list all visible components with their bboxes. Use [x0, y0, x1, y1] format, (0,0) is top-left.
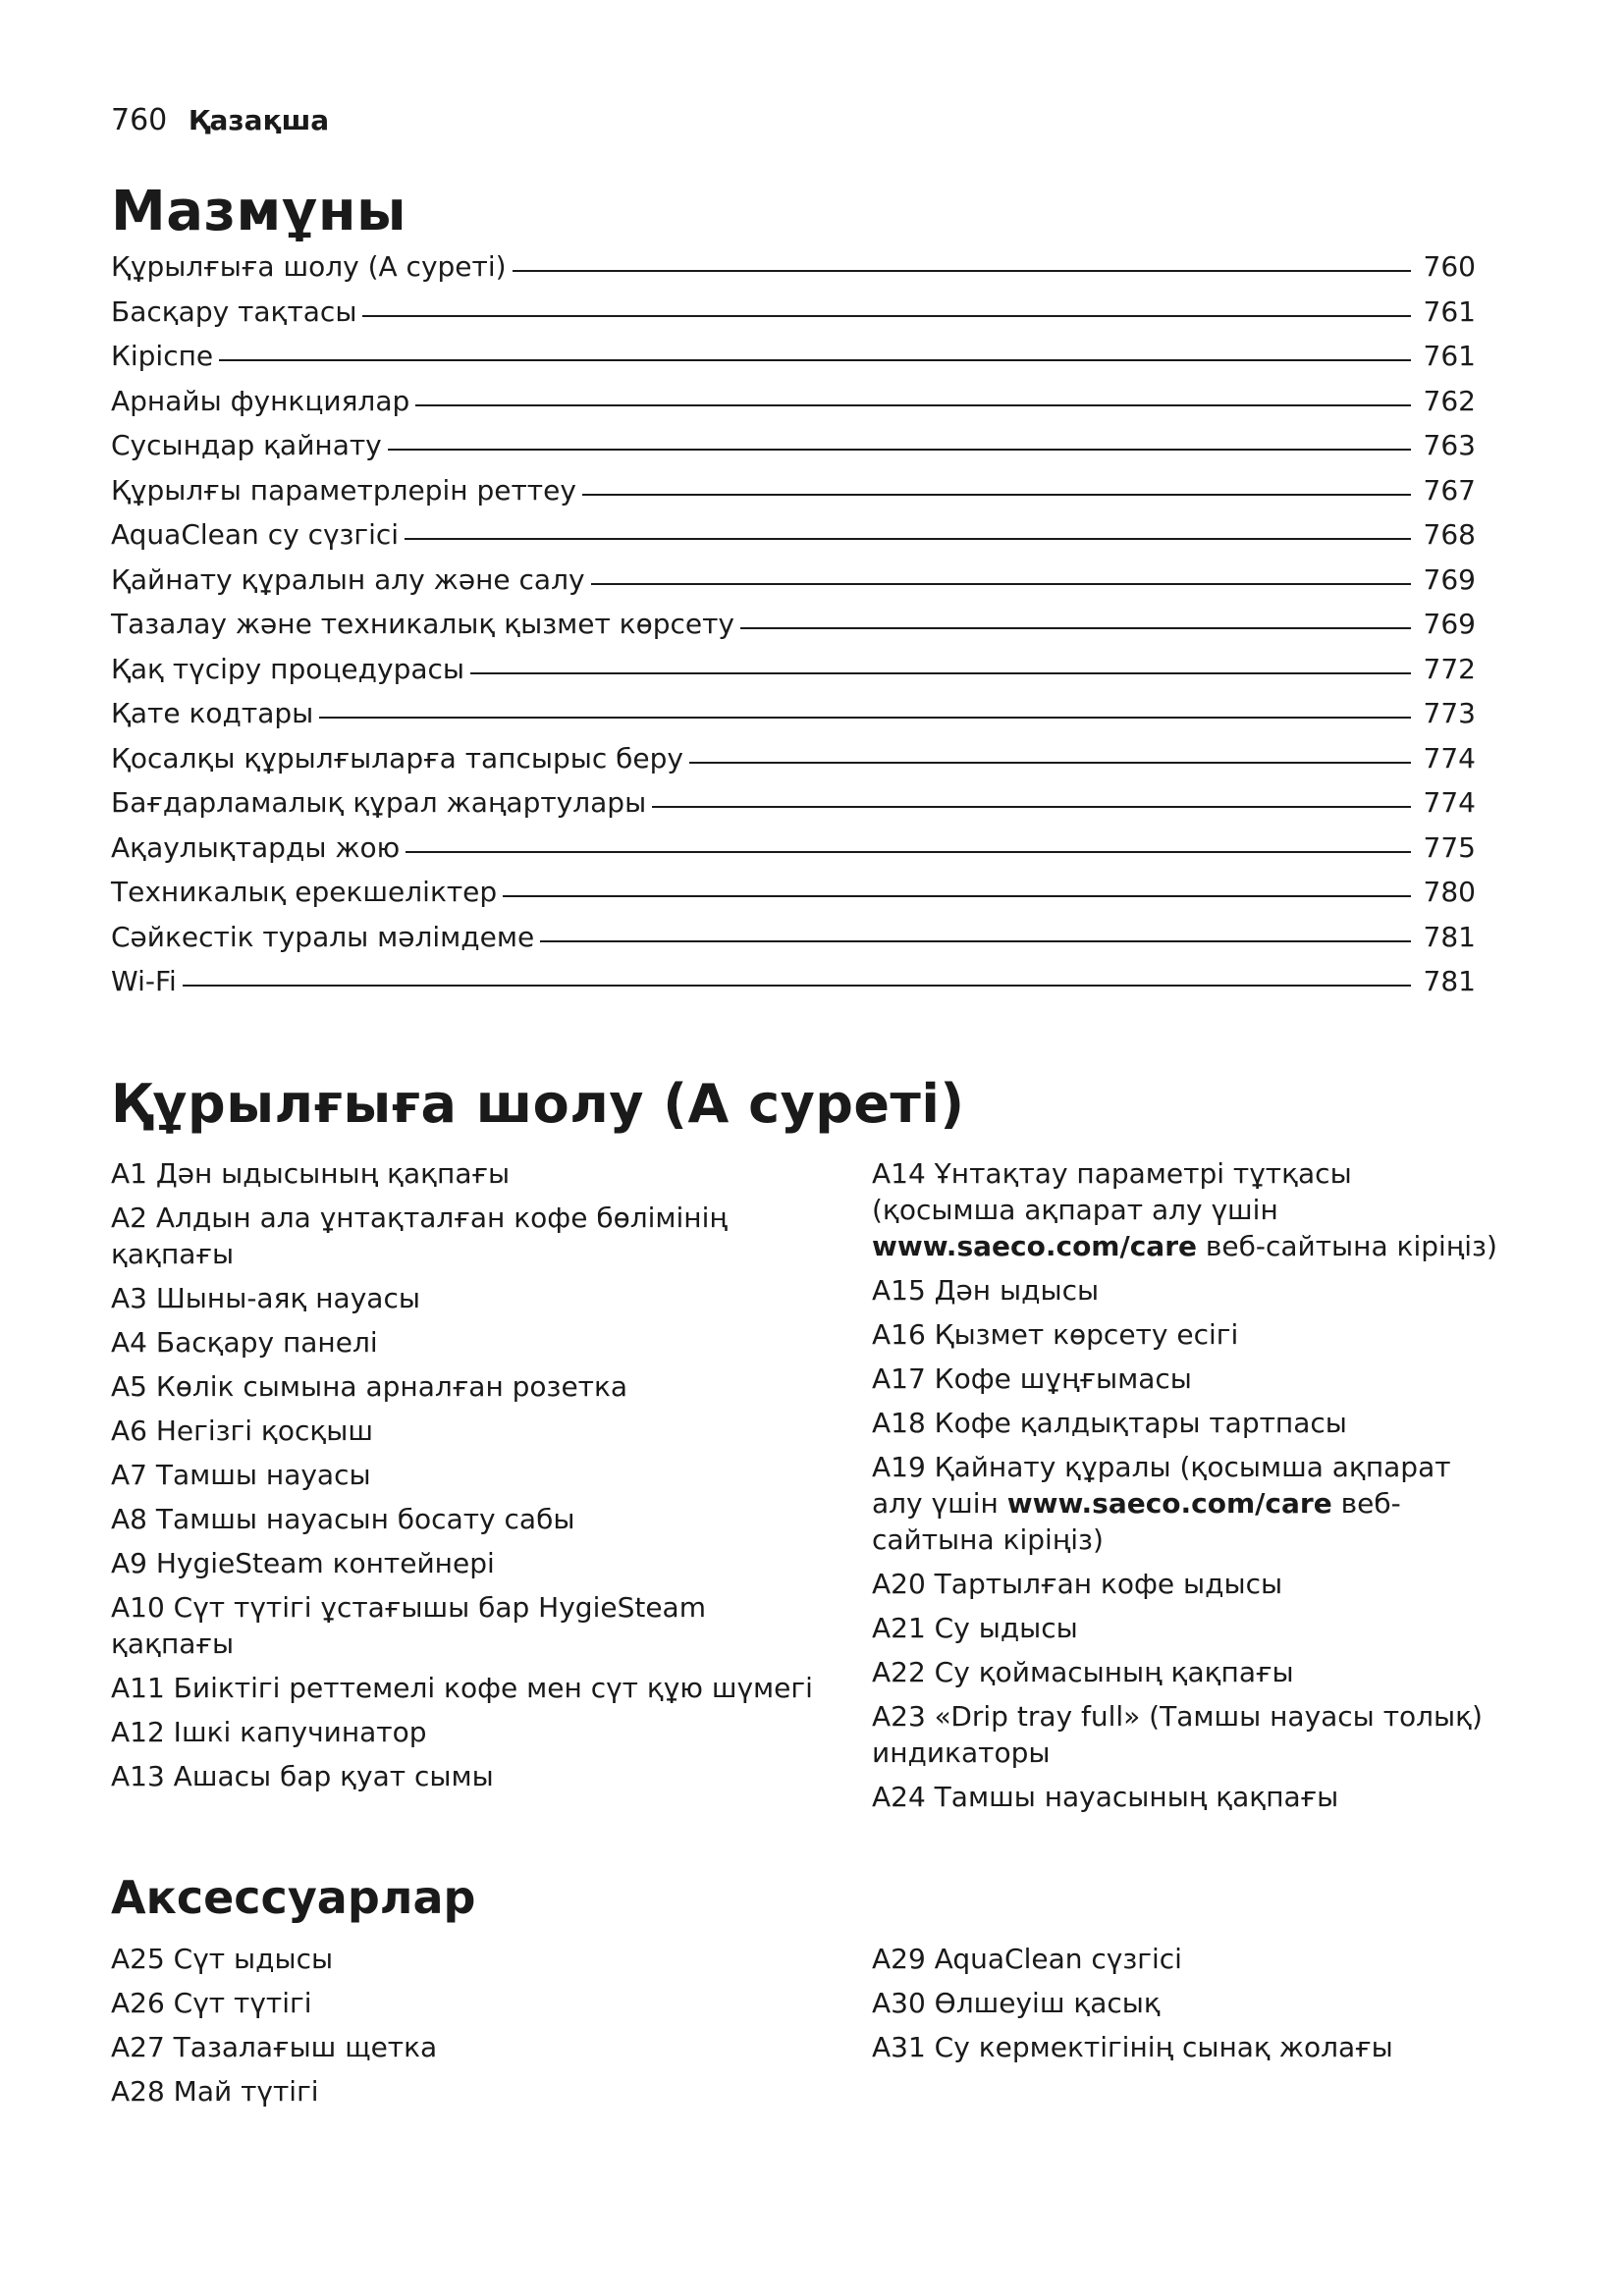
toc-entry-title: Кіріспе — [111, 340, 214, 372]
toc-entry-title: Құрылғыға шолу (A суреті) — [111, 250, 507, 283]
accessories-title: Аксессуарлар — [111, 1871, 476, 1924]
part-item: A17 Кофе шұңғымасы — [872, 1362, 1192, 1395]
table-of-contents — [111, 250, 1476, 1010]
toc-leader-line — [183, 985, 1411, 987]
toc-leader-line — [319, 717, 1411, 719]
toc-leader-line — [540, 940, 1411, 942]
toc-leader-line — [582, 494, 1411, 496]
language-label: Қазақша — [188, 104, 330, 136]
toc-entry-title: Сусындар қайнату — [111, 429, 382, 461]
toc-entry — [111, 474, 1476, 519]
toc-leader-line — [362, 315, 1411, 317]
page-number: 760 — [111, 103, 168, 137]
toc-entry-title: Сәйкестік туралы мәлімдеме — [111, 920, 535, 953]
part-item: A9 HygieSteam контейнері — [111, 1547, 495, 1579]
toc-entry-title: Техникалық ерекшеліктер — [111, 876, 498, 908]
toc-entry — [111, 921, 1476, 966]
toc-leader-line — [406, 851, 1411, 853]
toc-entry — [111, 876, 1476, 921]
toc-entry-title: Ақаулықтарды жою — [111, 830, 401, 864]
part-item-a19 — [872, 1449, 1500, 1558]
toc-entry — [111, 653, 1476, 698]
toc-entry-page: 768 — [1423, 518, 1476, 551]
toc-entry-page: 774 — [1423, 786, 1476, 819]
toc-leader-line — [513, 270, 1411, 272]
toc-entry-page: 769 — [1423, 608, 1476, 640]
overview-title: Құрылғыға шолу (A суреті) — [111, 1073, 965, 1135]
parts-list-right — [872, 1155, 1500, 1823]
toc-entry-page: 775 — [1423, 830, 1476, 864]
toc-entry — [111, 608, 1476, 653]
part-item: A21 Су ыдысы — [872, 1612, 1078, 1644]
part-item: A5 Көлік сымына арналған розетка — [111, 1370, 628, 1403]
part-item: A8 Тамшы науасын босату сабы — [111, 1503, 575, 1535]
toc-entry-page: 760 — [1423, 250, 1476, 283]
part-item: A7 Тамшы науасы — [111, 1459, 371, 1491]
toc-entry-page: 772 — [1423, 652, 1476, 685]
toc-entry — [111, 429, 1476, 474]
toc-entry-title: Қосалқы құрылғыларға тапсырыс беру — [111, 741, 683, 774]
toc-entry-title: Бағдарламалық құрал жаңартулары — [111, 786, 647, 819]
toc-entry-page: 763 — [1423, 429, 1476, 461]
toc-entry — [111, 831, 1476, 877]
toc-entry — [111, 340, 1476, 385]
toc-entry-page: 773 — [1423, 697, 1476, 729]
part-item: A24 Тамшы науасының қақпағы — [872, 1781, 1339, 1813]
toc-leader-line — [388, 449, 1411, 451]
toc-entry-title: AquaClean су сүзгісі — [111, 518, 400, 551]
accessory-item: A29 AquaClean сүзгісі — [872, 1943, 1182, 1975]
part-item: A4 Басқару панелі — [111, 1326, 378, 1359]
toc-entry-page: 767 — [1423, 473, 1476, 507]
toc-entry — [111, 563, 1476, 609]
accessories-list-left — [111, 1941, 818, 2117]
toc-entry — [111, 965, 1476, 1010]
part-a14-text: A14 Ұнтақтау параметрі тұтқасы (қосымша ақпарат алу үшін — [872, 1157, 1352, 1226]
accessory-item: A28 Май түтігі — [111, 2075, 319, 2108]
toc-entry-title: Қайнату құралын алу және салу — [111, 562, 585, 596]
toc-entry — [111, 697, 1476, 742]
toc-entry-page: 762 — [1423, 384, 1476, 417]
part-item-a14 — [872, 1155, 1500, 1264]
accessory-item: A27 Тазалағыш щетка — [111, 2031, 438, 2063]
part-item: A22 Су қоймасының қақпағы — [872, 1656, 1294, 1688]
accessory-item: A31 Су кермектігінің сынақ жолағы — [872, 2031, 1393, 2063]
part-item: A2 Алдын ала ұнтақталған кофе бөлімінің қақпағы — [111, 1201, 728, 1270]
toc-entry — [111, 385, 1476, 430]
part-a14-text-end: веб-сайтына кіріңіз) — [1197, 1230, 1497, 1262]
part-item: A10 Сүт түтігі ұстағышы бар HygieSteam қақпағы — [111, 1591, 706, 1660]
toc-entry-title: Арнайы функциялар — [111, 384, 410, 417]
accessory-item: A26 Сүт түтігі — [111, 1987, 312, 2019]
toc-entry-title: Қате кодтары — [111, 697, 314, 729]
accessories-list-right — [872, 1941, 1500, 2073]
saeco-care-link: www.saeco.com/care — [872, 1230, 1197, 1262]
toc-entry-title: Тазалау және техникалық қызмет көрсету — [111, 608, 735, 640]
toc-leader-line — [415, 404, 1411, 406]
toc-leader-line — [740, 627, 1411, 629]
toc-entry — [111, 295, 1476, 341]
part-item: A6 Негізгі қосқыш — [111, 1415, 373, 1447]
part-item: A13 Ашасы бар қуат сымы — [111, 1760, 494, 1792]
part-item: A23 «Drip tray full» (Тамшы науасы толық) индикаторы — [872, 1700, 1483, 1769]
part-item: A3 Шыны-аяқ науасы — [111, 1282, 420, 1314]
part-a19-text-end: веб-сайтына кіріңіз) — [872, 1487, 1401, 1556]
toc-entry-page: 774 — [1423, 741, 1476, 774]
toc-entry-title: Қақ түсіру процедурасы — [111, 652, 465, 685]
toc-leader-line — [591, 583, 1411, 585]
toc-leader-line — [652, 806, 1411, 808]
part-item: A1 Дән ыдысының қақпағы — [111, 1157, 511, 1190]
toc-entry-title: Басқару тақтасы — [111, 294, 357, 328]
saeco-care-link: www.saeco.com/care — [1006, 1487, 1332, 1520]
toc-entry-page: 781 — [1423, 920, 1476, 953]
toc-leader-line — [405, 538, 1411, 540]
toc-leader-line — [689, 762, 1411, 764]
accessory-item: A25 Сүт ыдысы — [111, 1943, 334, 1975]
toc-entry — [111, 250, 1476, 295]
toc-leader-line — [219, 359, 1411, 361]
toc-entry-page: 761 — [1423, 294, 1476, 328]
part-item: A15 Дән ыдысы — [872, 1274, 1100, 1307]
toc-entry — [111, 518, 1476, 563]
accessory-item: A30 Өлшеуіш қасық — [872, 1987, 1161, 2019]
toc-entry-title: Құрылғы параметрлерін реттеу — [111, 473, 576, 507]
toc-entry-page: 781 — [1423, 965, 1476, 997]
toc-entry — [111, 786, 1476, 831]
toc-entry-page: 769 — [1423, 562, 1476, 596]
toc-entry — [111, 742, 1476, 787]
toc-entry-page: 761 — [1423, 340, 1476, 372]
part-item: A20 Тартылған кофе ыдысы — [872, 1568, 1283, 1600]
part-a19-text: A19 Қайнату құралы (қосымша ақпарат алу үшін — [872, 1451, 1451, 1520]
part-item: A18 Кофе қалдықтары тартпасы — [872, 1407, 1347, 1439]
toc-entry-title: Wi-Fi — [111, 965, 177, 997]
toc-leader-line — [470, 672, 1411, 674]
parts-list-left — [111, 1155, 818, 1802]
part-item: A12 Ішкі капучинатор — [111, 1716, 427, 1748]
toc-entry-page: 780 — [1423, 876, 1476, 908]
toc-leader-line — [503, 895, 1411, 897]
part-item: A16 Қызмет көрсету есігі — [872, 1318, 1239, 1351]
toc-title: Мазмұны — [111, 180, 407, 243]
part-item: A11 Биіктігі реттемелі кофе мен сүт құю шүмегі — [111, 1672, 813, 1704]
page-header — [111, 103, 330, 137]
